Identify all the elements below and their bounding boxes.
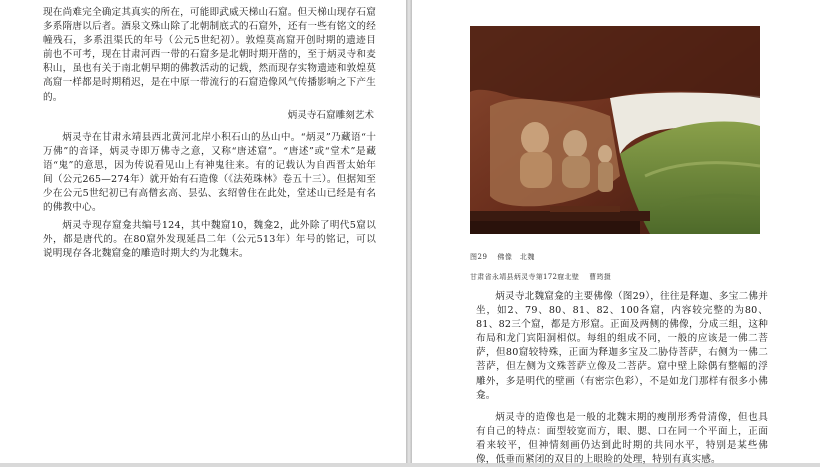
figure-photo <box>470 26 760 234</box>
figure-title: 佛像 北魏 <box>497 253 535 261</box>
paragraph: 炳灵寺北魏窟龛的主要佛像（图29），往往是释迦、多宝二佛并坐，如2、79、80、81、82、100各窟，内容较完整的为80、81、82三个窟，都是方形窟。正面及两侧的佛像，分成三组，这种布局和龙门宾阳洞相似。每组的组成不同，一般的应该是一佛二菩萨，但80窟较特殊，正面为释迦多宝及二胁侍菩萨，右侧为一佛二菩萨，但左侧为文殊菩萨立像及二菩萨。窟中壁上除偶有整幅的浮雕外，多是明代的壁画（有密宗色彩），不是如龙门那样有很多小佛龛。 <box>476 291 768 401</box>
figure-label: 图29 <box>470 253 488 261</box>
figure-source <box>470 272 611 282</box>
paragraph: 炳灵寺在甘肃永靖县西北黄河北岸小积石山的丛山中。“炳灵”乃藏语“十万佛”的音译，炳灵寺即万佛寺之意，又称“唐述窟”。“唐述”或“堂术”是藏语“鬼”的意思，因为传说看见山上有神鬼往来。有的记载认为自西晋太始年间（公元265—274年）就开始有石造像（《法苑珠林》卷五十三）。但据知至少在公元5世纪初已有高僧玄高、昙弘、玄绍曾住在此处，堂述山已经是有名的佛教中心。 <box>43 131 376 214</box>
right-text-block <box>476 290 768 467</box>
figure-location: 甘肃省永靖县炳灵寺第172窟北壁 <box>470 273 580 281</box>
left-page <box>0 0 406 463</box>
paragraph: 现在尚难完全确定其真实的所在，可能即武威天梯山石窟。但天梯山现存石窟多系隋唐以后者。酒泉文殊山除了北朝制底式的石窟外，还有一些有铭文的经幢残石，多系沮渠氏的年号（公元5世纪初）。敦煌莫高窟开创时期的遗迹目前也不可考，现在甘肃河西一带的石窟多是北朝时期开凿的，至于炳灵寺和麦积山，虽也有关于南北朝早期的佛教活动的记载，然而现存实物遗迹和敦煌莫高窟一样都是时期稍迟，是在中原一带流行的石窟造像风气传播影响之下产生的。 <box>43 7 376 103</box>
section-title: 炳灵寺石窟雕刻艺术 <box>287 109 374 121</box>
figure-photographer: 曹筠摄 <box>589 273 612 281</box>
figure-caption <box>470 252 535 262</box>
paragraph: 炳灵寺现存窟龛共编号124，其中魏窟10，魏龛2，此外除了明代5窟以外，都是唐代的。在80窟外发现延昌二年（公元513年）年号的铭记，可以说明现存各北魏窟龛的雕造时期大约为北魏末。 <box>43 220 376 260</box>
paragraph: 炳灵寺的造像也是一般的北魏末期的瘦削形秀骨清像，但也具有自己的特点：面型较宽而方，眼、腮、口在同一个平面上，正面看来较平，但神情刻画仍达到此时期的共同水平，特别是某些佛像，低垂而紧闭的双目的上眼睑的处理，特别有真实感。 <box>476 411 768 466</box>
cave-buddha-photo <box>470 26 760 234</box>
